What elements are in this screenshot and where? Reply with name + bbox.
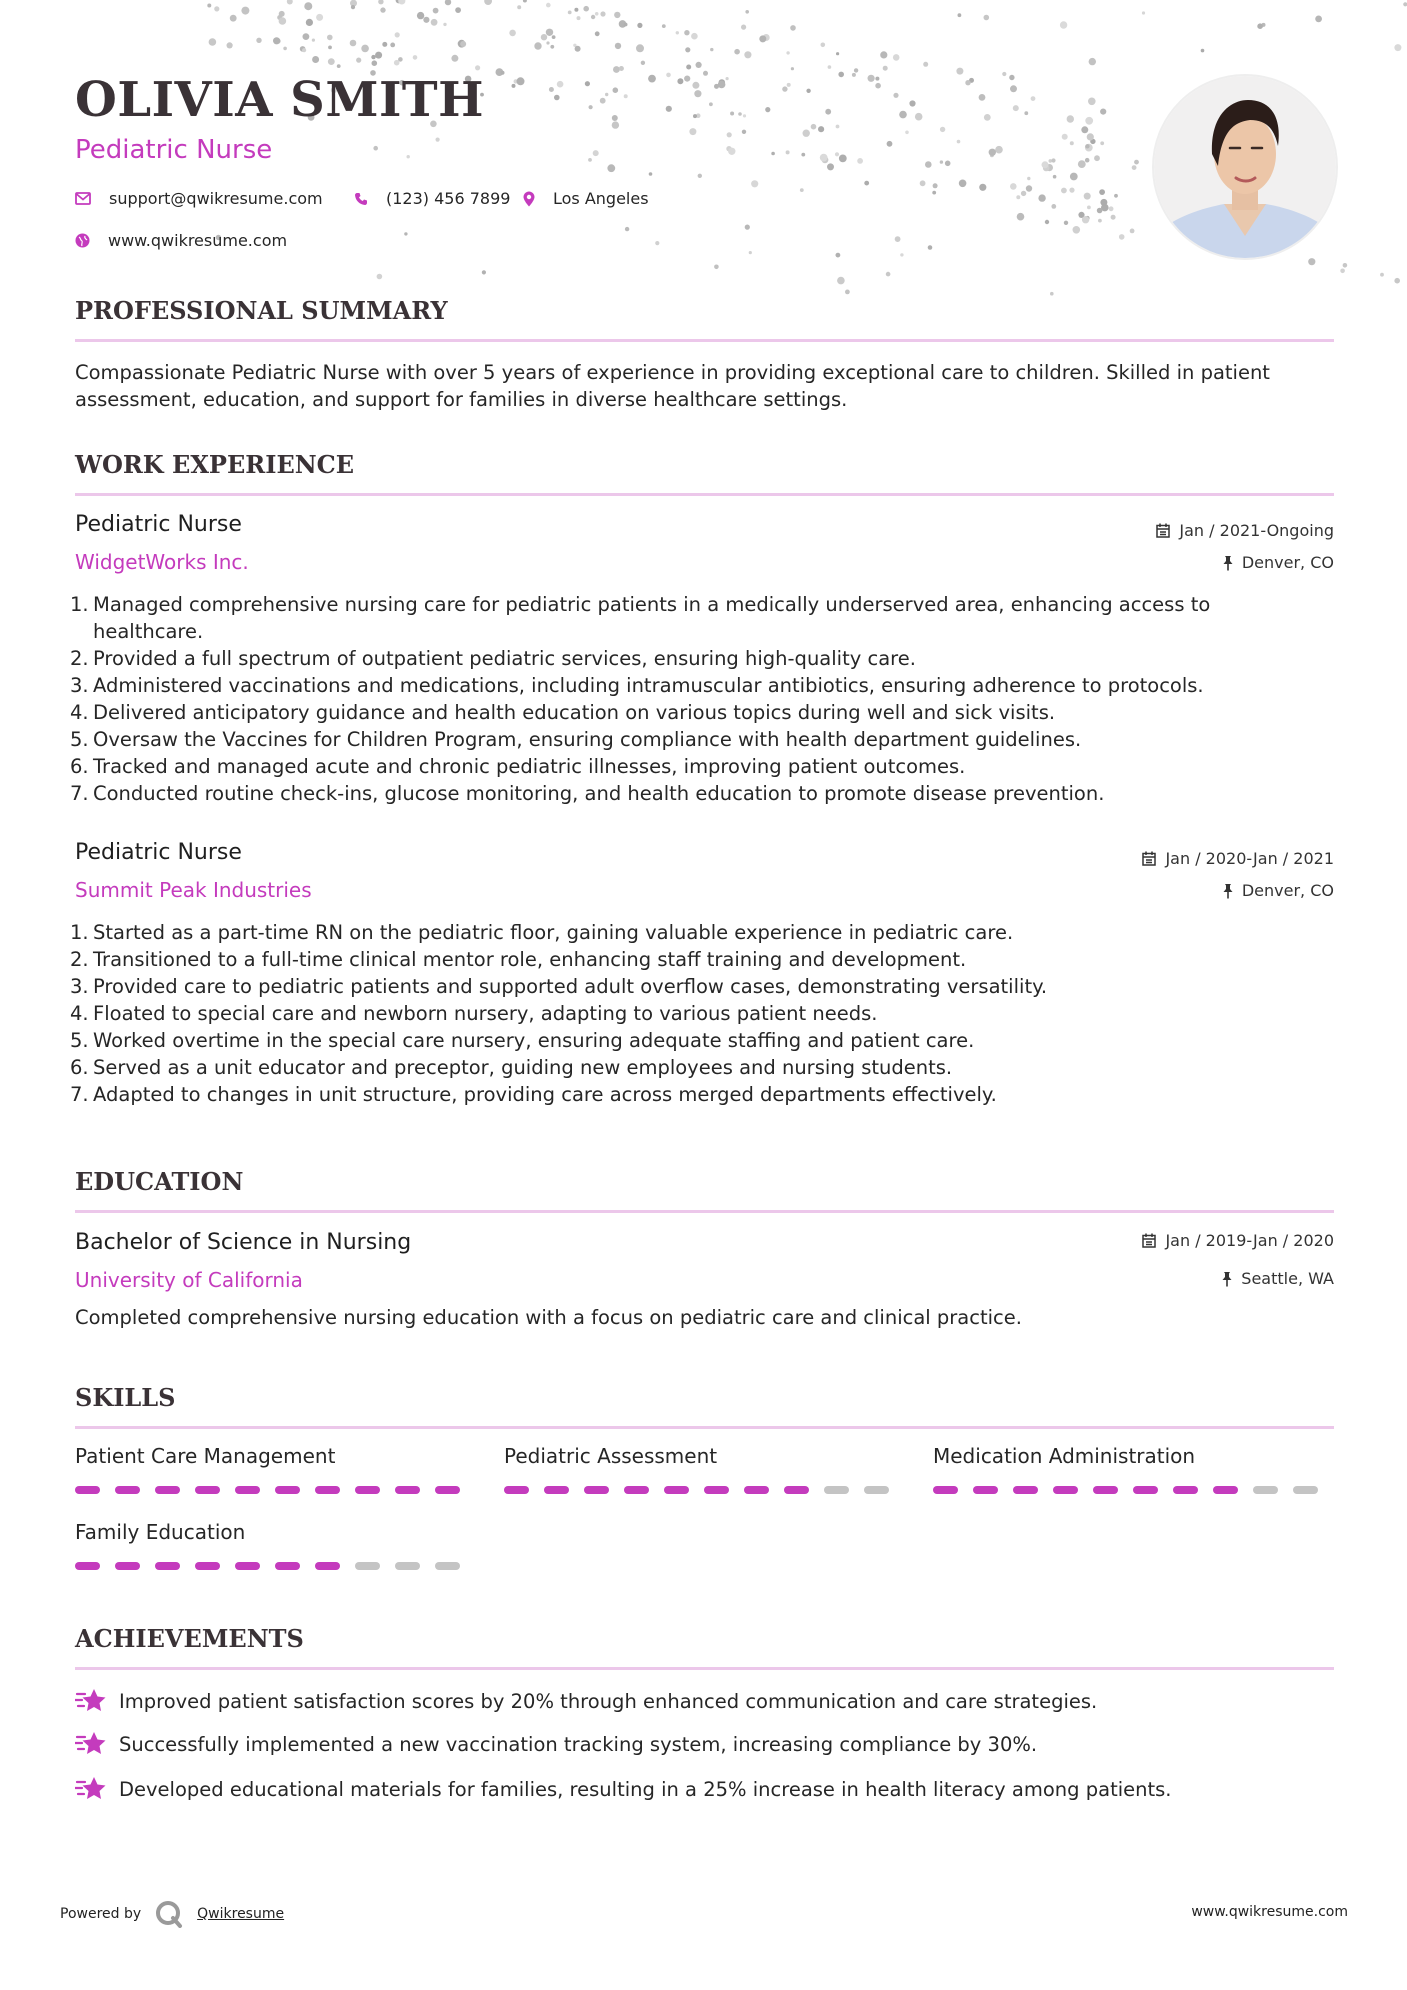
- job-2-title: Pediatric Nurse: [75, 840, 242, 865]
- star-badge-icon: [75, 1731, 107, 1757]
- job-1-responsibilities: [70, 591, 1315, 807]
- job-2-responsibilities: [70, 919, 1315, 1108]
- achievements-heading: ACHIEVEMENTS: [75, 1624, 1334, 1670]
- contact-location: [523, 189, 649, 208]
- education-degree: Bachelor of Science in Nursing: [75, 1230, 412, 1255]
- skills-heading: SKILLS: [75, 1383, 1334, 1429]
- achievement-item: Developed educational materials for families, resulting in a 25% increase in health literacy among patients.: [75, 1776, 1172, 1802]
- skill-segment: [624, 1486, 649, 1494]
- skill-segment: [435, 1486, 460, 1494]
- skill-segment: [235, 1562, 260, 1570]
- star-badge-icon: [75, 1688, 107, 1714]
- contact-phone[interactable]: [354, 189, 510, 208]
- skill-segment: [744, 1486, 769, 1494]
- skill-segment: [395, 1562, 420, 1570]
- skill-segment: [1213, 1486, 1238, 1494]
- skill-segment: [1013, 1486, 1038, 1494]
- qwikresume-link[interactable]: Qwikresume: [197, 1906, 285, 1922]
- list-item: 5. Worked overtime in the special care nursery, ensuring adequate staffing and patient care.: [70, 1029, 975, 1052]
- skill-segment: [195, 1486, 220, 1494]
- pushpin-icon: [1223, 555, 1233, 571]
- skill-segment: [395, 1486, 420, 1494]
- skill-segment: [115, 1486, 140, 1494]
- list-item: 2. Transitioned to a full-time clinical mentor role, enhancing staff training and development.: [70, 948, 967, 971]
- skill-segment: [75, 1486, 100, 1494]
- skill-segment: [155, 1562, 180, 1570]
- skill-segment: [704, 1486, 729, 1494]
- education-dates: Jan / 2019-Jan / 2020: [1142, 1231, 1334, 1250]
- phone-icon: [354, 192, 368, 206]
- envelope-icon: [75, 192, 91, 205]
- skill-segment: [195, 1562, 220, 1570]
- skill-segment: [1253, 1486, 1278, 1494]
- education-heading: EDUCATION: [75, 1167, 1334, 1213]
- education-school: University of California: [75, 1268, 303, 1292]
- calendar-icon: [1142, 1233, 1156, 1248]
- skill-patient-care-management: Patient Care Management: [75, 1444, 475, 1494]
- education-description: Completed comprehensive nursing education with a focus on pediatric care and clinical practice.: [75, 1306, 1022, 1329]
- achievement-item: Successfully implemented a new vaccination tracking system, increasing compliance by 30%.: [75, 1731, 1037, 1757]
- pushpin-icon: [1223, 883, 1233, 899]
- skill-segment: [315, 1486, 340, 1494]
- phone-text: (123) 456 7899: [386, 189, 511, 208]
- list-item: 7. Adapted to changes in unit structure, providing care across merged departments effectively.: [70, 1083, 997, 1106]
- list-item: 4. Delivered anticipatory guidance and health education on various topics during well and sick visits.: [70, 701, 1056, 724]
- skill-segment: [115, 1562, 140, 1570]
- skill-segment: [933, 1486, 958, 1494]
- skill-segment: [544, 1486, 569, 1494]
- skill-segment: [275, 1562, 300, 1570]
- calendar-icon: [1156, 523, 1170, 538]
- skill-segment: [235, 1486, 260, 1494]
- skill-pediatric-assessment: Pediatric Assessment: [504, 1444, 904, 1494]
- location-text: Los Angeles: [553, 189, 649, 208]
- skill-segment: [1293, 1486, 1318, 1494]
- list-item: 6. Served as a unit educator and preceptor, guiding new employees and nursing students.: [70, 1056, 953, 1079]
- skill-segment: [784, 1486, 809, 1494]
- skill-segment: [275, 1486, 300, 1494]
- skill-segment: [664, 1486, 689, 1494]
- achievement-item: Improved patient satisfaction scores by 20% through enhanced communication and care strategies.: [75, 1688, 1097, 1714]
- list-item: 3. Provided care to pediatric patients and supported adult overflow cases, demonstrating versatility.: [70, 975, 1048, 998]
- skill-segment: [155, 1486, 180, 1494]
- skill-medication-administration: Medication Administration: [933, 1444, 1333, 1494]
- email-text: support@qwikresume.com: [109, 189, 323, 208]
- footer-website-link[interactable]: www.qwikresume.com: [1191, 1904, 1348, 1920]
- skill-segment: [435, 1562, 460, 1570]
- job-role-title: Pediatric Nurse: [75, 135, 273, 165]
- summary-heading: PROFESSIONAL SUMMARY: [75, 296, 1334, 342]
- profile-photo: [1152, 74, 1338, 260]
- footer-powered-by: Powered by Qwikresume: [60, 1900, 284, 1928]
- skill-segment: [824, 1486, 849, 1494]
- job-2-location: Denver, CO: [1223, 881, 1334, 900]
- summary-text: Compassionate Pediatric Nurse with over 5 years of experience in providing exceptional care to children. Skilled in patient assessment, education, and support for families in diverse healthcare settings.: [75, 361, 1270, 411]
- globe-icon: [75, 233, 90, 248]
- skill-segment: [1133, 1486, 1158, 1494]
- skill-family-education: Family Education: [75, 1520, 475, 1570]
- list-item: 1. Managed comprehensive nursing care for pediatric patients in a medically underserved area, enhancing access to healthcare.: [70, 593, 1211, 643]
- skill-segment: [1053, 1486, 1078, 1494]
- pushpin-icon: [1222, 1271, 1232, 1287]
- map-pin-icon: [523, 191, 535, 207]
- skill-segment: [1093, 1486, 1118, 1494]
- skill-segment: [355, 1562, 380, 1570]
- education-location: Seattle, WA: [1222, 1269, 1334, 1288]
- qwikresume-logo-icon: [155, 1900, 183, 1928]
- list-item: 4. Floated to special care and newborn nursery, adapting to various patient needs.: [70, 1002, 878, 1025]
- candidate-name: OLIVIA SMITH: [75, 72, 484, 128]
- star-badge-icon: [75, 1776, 107, 1802]
- list-item: 5. Oversaw the Vaccines for Children Program, ensuring compliance with health department guidelines.: [70, 728, 1082, 751]
- list-item: 1. Started as a part-time RN on the pediatric floor, gaining valuable experience in pediatric care.: [70, 921, 1014, 944]
- job-2-dates: Jan / 2020-Jan / 2021: [1142, 849, 1334, 868]
- list-item: 7. Conducted routine check-ins, glucose monitoring, and health education to promote disease prevention.: [70, 782, 1105, 805]
- contact-email[interactable]: [75, 189, 323, 208]
- job-2-company: Summit Peak Industries: [75, 878, 312, 902]
- list-item: 6. Tracked and managed acute and chronic pediatric illnesses, improving patient outcomes.: [70, 755, 966, 778]
- skill-segment: [1173, 1486, 1198, 1494]
- skill-segment: [973, 1486, 998, 1494]
- skill-segment: [315, 1562, 340, 1570]
- job-1-location: Denver, CO: [1223, 553, 1334, 572]
- list-item: 2. Provided a full spectrum of outpatient pediatric services, ensuring high-quality care.: [70, 647, 916, 670]
- skill-segment: [504, 1486, 529, 1494]
- skill-segment: [584, 1486, 609, 1494]
- skill-level-bar: [504, 1486, 904, 1494]
- website-text: www.qwikresume.com: [108, 231, 288, 250]
- skill-level-bar: [75, 1562, 475, 1570]
- skill-level-bar: [75, 1486, 475, 1494]
- calendar-icon: [1142, 851, 1156, 866]
- job-1-title: Pediatric Nurse: [75, 512, 242, 537]
- job-1-company: WidgetWorks Inc.: [75, 550, 249, 574]
- skill-level-bar: [933, 1486, 1333, 1494]
- contact-website[interactable]: [75, 231, 287, 250]
- job-1-dates: Jan / 2021-Ongoing: [1156, 521, 1334, 540]
- skill-segment: [355, 1486, 380, 1494]
- list-item: 3. Administered vaccinations and medications, including intramuscular antibiotics, ensuring adherence to protocols.: [70, 674, 1204, 697]
- experience-heading: WORK EXPERIENCE: [75, 450, 1334, 496]
- skill-segment: [864, 1486, 889, 1494]
- skill-segment: [75, 1562, 100, 1570]
